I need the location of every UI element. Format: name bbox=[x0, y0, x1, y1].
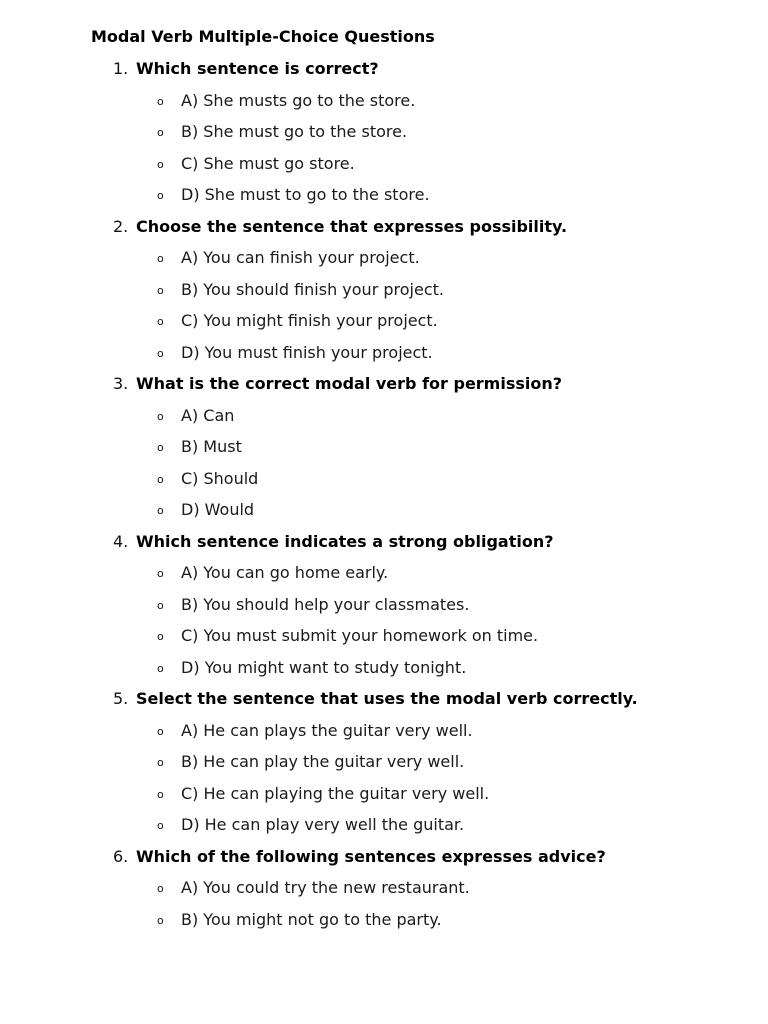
question-number: 5. bbox=[113, 689, 129, 708]
question-text: What is the correct modal verb for permission? bbox=[136, 374, 563, 393]
option-text: B) Must bbox=[181, 437, 242, 456]
option-text: C) You might finish your project. bbox=[181, 311, 438, 330]
option-list bbox=[0, 87, 768, 213]
circle-bullet-icon: o bbox=[157, 252, 164, 265]
circle-bullet-icon: o bbox=[157, 504, 164, 517]
option-text: C) You must submit your homework on time. bbox=[181, 626, 539, 645]
question-number: 1. bbox=[113, 59, 129, 78]
option-item bbox=[0, 339, 768, 371]
option-text: B) You should finish your project. bbox=[181, 279, 444, 299]
option-text: A) He can plays the guitar very well. bbox=[181, 720, 473, 740]
option-item bbox=[0, 591, 768, 623]
option-text: B) She must go to the store. bbox=[181, 122, 408, 141]
question-item-4 bbox=[0, 528, 768, 686]
question-heading bbox=[0, 370, 768, 402]
option-text: B) You might not go to the party. bbox=[181, 909, 442, 929]
option-item bbox=[0, 150, 768, 182]
question-item-5 bbox=[0, 685, 768, 843]
option-text: C) She must go store. bbox=[181, 153, 355, 173]
circle-bullet-icon: o bbox=[157, 882, 164, 895]
option-item bbox=[0, 874, 768, 906]
circle-bullet-icon: o bbox=[157, 756, 164, 769]
option-text: C) Should bbox=[181, 468, 259, 488]
circle-bullet-icon: o bbox=[157, 126, 164, 139]
question-text: Which of the following sentences expresses advice? bbox=[136, 846, 606, 866]
circle-bullet-icon: o bbox=[157, 346, 164, 360]
circle-bullet-icon: o bbox=[157, 283, 164, 297]
question-item-3 bbox=[0, 370, 768, 528]
option-text: A) You could try the new restaurant. bbox=[181, 878, 470, 897]
option-item bbox=[0, 780, 768, 812]
circle-bullet-icon: o bbox=[157, 598, 164, 612]
question-text: Select the sentence that uses the modal verb correctly. bbox=[136, 689, 638, 708]
option-item bbox=[0, 496, 768, 528]
option-item bbox=[0, 465, 768, 497]
option-text: D) Would bbox=[181, 500, 255, 519]
option-text: D) You might want to study tonight. bbox=[181, 657, 467, 677]
option-item bbox=[0, 87, 768, 119]
option-list bbox=[0, 717, 768, 843]
circle-bullet-icon: o bbox=[157, 630, 164, 643]
question-list bbox=[0, 55, 768, 937]
question-text: Choose the sentence that expresses possibility. bbox=[136, 216, 568, 236]
option-text: A) She musts go to the store. bbox=[181, 90, 416, 110]
option-item bbox=[0, 181, 768, 213]
option-list bbox=[0, 874, 768, 937]
option-item bbox=[0, 307, 768, 339]
option-list bbox=[0, 244, 768, 370]
question-number: 3. bbox=[113, 374, 129, 393]
circle-bullet-icon: o bbox=[157, 409, 164, 423]
option-item bbox=[0, 811, 768, 843]
option-item bbox=[0, 654, 768, 686]
circle-bullet-icon: o bbox=[157, 913, 164, 927]
question-item-6 bbox=[0, 843, 768, 938]
question-number: 2. bbox=[113, 216, 129, 236]
question-number: 4. bbox=[113, 531, 129, 551]
option-item bbox=[0, 118, 768, 150]
circle-bullet-icon: o bbox=[157, 472, 164, 486]
question-item-2 bbox=[0, 213, 768, 371]
question-heading bbox=[0, 685, 768, 717]
question-text: Which sentence indicates a strong obligation? bbox=[136, 531, 554, 551]
circle-bullet-icon: o bbox=[157, 661, 164, 675]
option-text: A) Can bbox=[181, 405, 235, 425]
circle-bullet-icon: o bbox=[157, 157, 164, 171]
option-item bbox=[0, 244, 768, 276]
option-list bbox=[0, 402, 768, 528]
option-item bbox=[0, 906, 768, 938]
option-item bbox=[0, 276, 768, 308]
circle-bullet-icon: o bbox=[157, 819, 164, 832]
option-text: D) She must to go to the store. bbox=[181, 185, 430, 204]
option-item bbox=[0, 559, 768, 591]
question-text: Which sentence is correct? bbox=[136, 59, 379, 78]
question-heading bbox=[0, 843, 768, 875]
circle-bullet-icon: o bbox=[157, 94, 164, 108]
option-item bbox=[0, 622, 768, 654]
question-number: 6. bbox=[113, 846, 129, 866]
option-text: D) He can play very well the guitar. bbox=[181, 815, 465, 834]
option-item bbox=[0, 748, 768, 780]
option-text: B) You should help your classmates. bbox=[181, 594, 470, 614]
circle-bullet-icon: o bbox=[157, 724, 164, 738]
circle-bullet-icon: o bbox=[157, 787, 164, 801]
circle-bullet-icon: o bbox=[157, 441, 164, 454]
option-item bbox=[0, 717, 768, 749]
option-text: C) He can playing the guitar very well. bbox=[181, 783, 490, 803]
circle-bullet-icon: o bbox=[157, 315, 164, 328]
option-text: D) You must finish your project. bbox=[181, 342, 433, 362]
document-title: Modal Verb Multiple-Choice Questions bbox=[91, 27, 435, 46]
option-text: A) You can finish your project. bbox=[181, 248, 420, 267]
question-heading bbox=[0, 213, 768, 245]
option-text: A) You can go home early. bbox=[181, 563, 389, 582]
option-text: B) He can play the guitar very well. bbox=[181, 752, 465, 771]
question-heading bbox=[0, 528, 768, 560]
question-item-1 bbox=[0, 55, 768, 213]
question-heading bbox=[0, 55, 768, 87]
circle-bullet-icon: o bbox=[157, 189, 164, 202]
option-list bbox=[0, 559, 768, 685]
option-item bbox=[0, 433, 768, 465]
circle-bullet-icon: o bbox=[157, 567, 164, 580]
option-item bbox=[0, 402, 768, 434]
